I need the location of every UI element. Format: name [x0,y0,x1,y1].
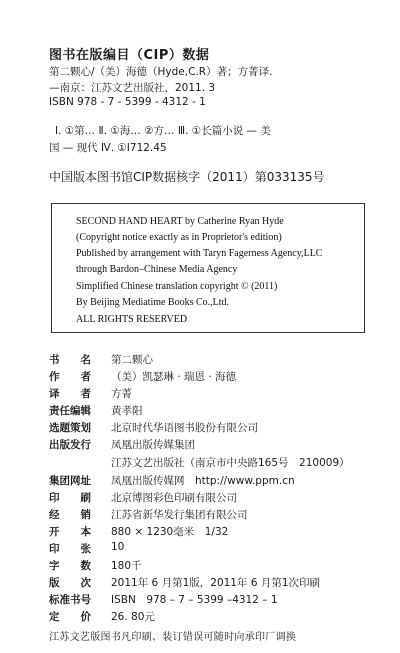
info-label: 标准书号 [49,594,91,606]
cip-line-2: —南京：江苏文艺出版社，2011. 3 [49,82,216,94]
info-value: 江苏文艺出版社（南京市中央路165号 210009） [111,457,350,469]
info-label: 印 张 [49,543,91,555]
info-label: 定 价 [49,611,91,623]
info-value: 江苏省新华发行集团有限公司 [111,509,248,521]
info-value: 凤凰出版传媒集团 [111,439,195,451]
info-value: 凤凰出版传媒网 http://www.ppm.cn [111,475,295,487]
info-value: 第二颗心 [111,354,153,366]
csc-number-line: 中国版本图书馆CIP数据核字（2011）第033135号 [49,170,325,184]
copyright-line: (Copyright notice exactly as in Proprietor's edition) [76,232,282,243]
info-label: 印 刷 [49,492,91,504]
info-value: ISBN 978 – 7 – 5399 –4312 – 1 [111,594,278,606]
info-label: 开 本 [49,526,91,538]
copyright-line: By Beijing Mediatime Books Co.,Ltd. [76,297,230,308]
copyright-line: Simplified Chinese translation copyright © (2011) [76,281,278,292]
info-label: 出版发行 [49,439,91,451]
cip-line-1: 第二颗心/（美）海德（Hyde,C.R）著；方菁译. [49,66,273,78]
info-label: 选题策划 [49,422,91,434]
info-value: 880 × 1230毫米 1/32 [111,526,229,538]
info-value: （美）凯瑟琳 · 瑞恩 · 海德 [111,371,237,383]
info-value: 2011年 6 月第1版，2011年 6 月第1次印刷 [111,577,321,589]
info-label: 字 数 [49,560,91,572]
cip-line-5: 国 — 现代 Ⅳ. ①I712.45 [49,142,167,154]
info-value: 北京时代华语图书股份有限公司 [111,422,258,434]
info-label: 集团网址 [49,475,91,487]
info-value: 26. 80元 [111,611,155,623]
copyright-line: Published by arrangement with Taryn Fagerness Agency,LLC [76,248,323,259]
info-label: 责任编辑 [49,405,91,417]
info-label: 作 者 [49,371,91,383]
info-value: 180千 [111,560,142,572]
info-value: 10 [111,541,125,553]
info-label: 译 者 [49,388,91,400]
info-value: 北京博图彩色印刷有限公司 [111,492,237,504]
cip-title: 图书在版编目（CIP）数据 [49,48,210,63]
copyright-line: ALL RIGHTS RESERVED [76,314,188,325]
footer-note: 江苏文艺版图书凡印刷、装订错误可随时向承印厂调换 [49,632,297,643]
info-label: 经 销 [49,509,91,521]
copyright-line: through Bardon–Chinese Media Agency [76,264,238,275]
info-value: 方菁 [111,388,132,400]
cip-line-3: ISBN 978 - 7 - 5399 - 4312 - 1 [49,96,206,108]
info-value: 黄孝阳 [111,405,143,417]
info-label: 版 次 [49,577,91,589]
cip-line-4: Ⅰ. ①第… Ⅱ. ①海… ②方… Ⅲ. ①长篇小说 — 美 [55,125,271,137]
copyright-notice-box [51,203,365,333]
copyright-line: SECOND HAND HEART by Catherine Ryan Hyde [76,216,284,227]
info-label: 书 名 [49,354,91,366]
